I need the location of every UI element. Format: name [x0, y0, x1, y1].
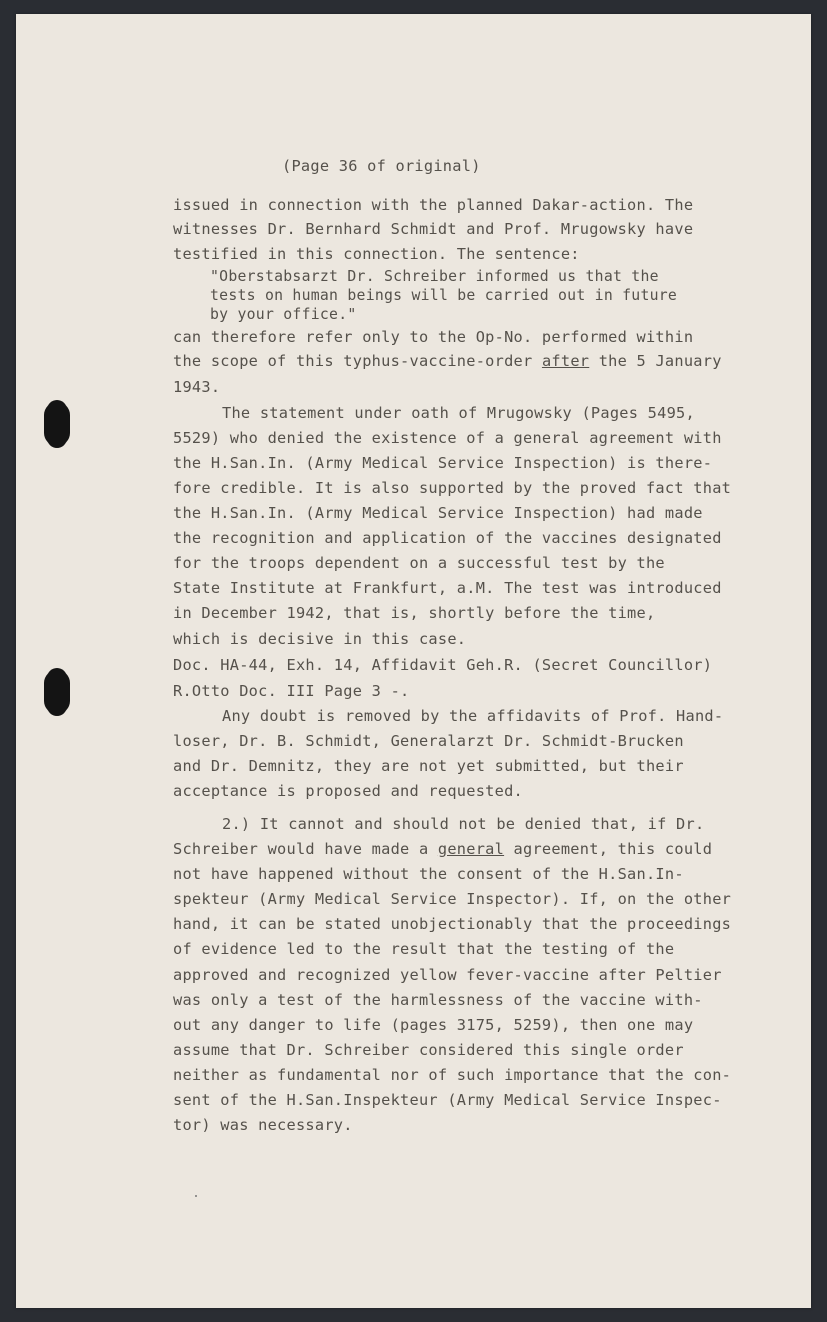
text-segment: the 5 January — [589, 352, 722, 370]
text-line: Any doubt is removed by the affidavits of Prof. Hand- — [222, 707, 724, 725]
text-line: State Institute at Frankfurt, a.M. The test was introduced — [173, 579, 722, 597]
text-segment: agreement, this could — [504, 840, 713, 858]
text-segment: Schreiber would have made a — [173, 840, 438, 858]
text-line: issued in connection with the planned Dakar-action. The — [173, 196, 694, 214]
page-header: (Page 36 of original) — [282, 157, 481, 175]
text-line — [173, 352, 722, 370]
text-line: was only a test of the harmlessness of the vaccine with- — [173, 991, 703, 1009]
text-line: R.Otto Doc. III Page 3 -. — [173, 682, 410, 700]
text-line: spekteur (Army Medical Service Inspector). If, on the other — [173, 890, 732, 908]
text-line: fore credible. It is also supported by the proved fact that — [173, 479, 732, 497]
text-line: tor) was necessary. — [173, 1116, 353, 1134]
paper-speck — [195, 1195, 197, 1197]
text-line: assume that Dr. Schreiber considered this single order — [173, 1041, 684, 1059]
text-line: not have happened without the consent of the H.San.In- — [173, 865, 684, 883]
text-line: 5529) who denied the existence of a general agreement with — [173, 429, 722, 447]
text-line: of evidence led to the result that the testing of the — [173, 940, 675, 958]
text-line: sent of the H.San.Inspekteur (Army Medical Service Inspec- — [173, 1091, 722, 1109]
quote-line: by your office." — [210, 306, 357, 323]
text-line: approved and recognized yellow fever-vaccine after Peltier — [173, 966, 722, 984]
text-line: the H.San.In. (Army Medical Service Inspection) is there- — [173, 454, 713, 472]
text-line: out any danger to life (pages 3175, 5259), then one may — [173, 1016, 694, 1034]
text-line: hand, it can be stated unobjectionably that the proceedings — [173, 915, 732, 933]
text-line — [173, 840, 712, 858]
text-line: for the troops dependent on a successful test by the — [173, 554, 665, 572]
underlined-word: after — [541, 352, 590, 370]
text-line: testified in this connection. The sentence: — [173, 245, 580, 263]
text-segment: the scope of this typhus-vaccine-order — [173, 352, 533, 370]
quote-line: "Oberstabsarzt Dr. Schreiber informed us that the — [210, 268, 659, 285]
text-line: witnesses Dr. Bernhard Schmidt and Prof. Mrugowsky have — [173, 220, 694, 238]
text-line: The statement under oath of Mrugowsky (Pages 5495, — [222, 404, 695, 422]
text-line: in December 1942, that is, shortly before the time, — [173, 604, 656, 622]
text-line: which is decisive in this case. — [173, 630, 467, 648]
text-line: loser, Dr. B. Schmidt, Generalarzt Dr. Schmidt-Brucken — [173, 732, 684, 750]
document-text — [173, 0, 732, 1134]
text-line: and Dr. Demnitz, they are not yet submitted, but their — [173, 757, 684, 775]
text-line: Doc. HA-44, Exh. 14, Affidavit Geh.R. (Secret Councillor) — [173, 656, 713, 674]
text-line: the recognition and application of the vaccines designated — [173, 529, 722, 547]
quote-line: tests on human beings will be carried out in future — [210, 287, 678, 304]
text-line: can therefore refer only to the Op-No. performed within — [173, 328, 694, 346]
text-line: the H.San.In. (Army Medical Service Inspection) had made — [173, 504, 703, 522]
punch-hole-top — [44, 402, 70, 446]
underlined-word: general — [437, 840, 505, 858]
text-line: 1943. — [173, 378, 221, 396]
punch-hole-bottom — [44, 670, 70, 714]
text-line: neither as fundamental nor of such importance that the con- — [173, 1066, 732, 1084]
text-line: acceptance is proposed and requested. — [173, 782, 524, 800]
text-line: 2.) It cannot and should not be denied that, if Dr. — [222, 815, 705, 833]
